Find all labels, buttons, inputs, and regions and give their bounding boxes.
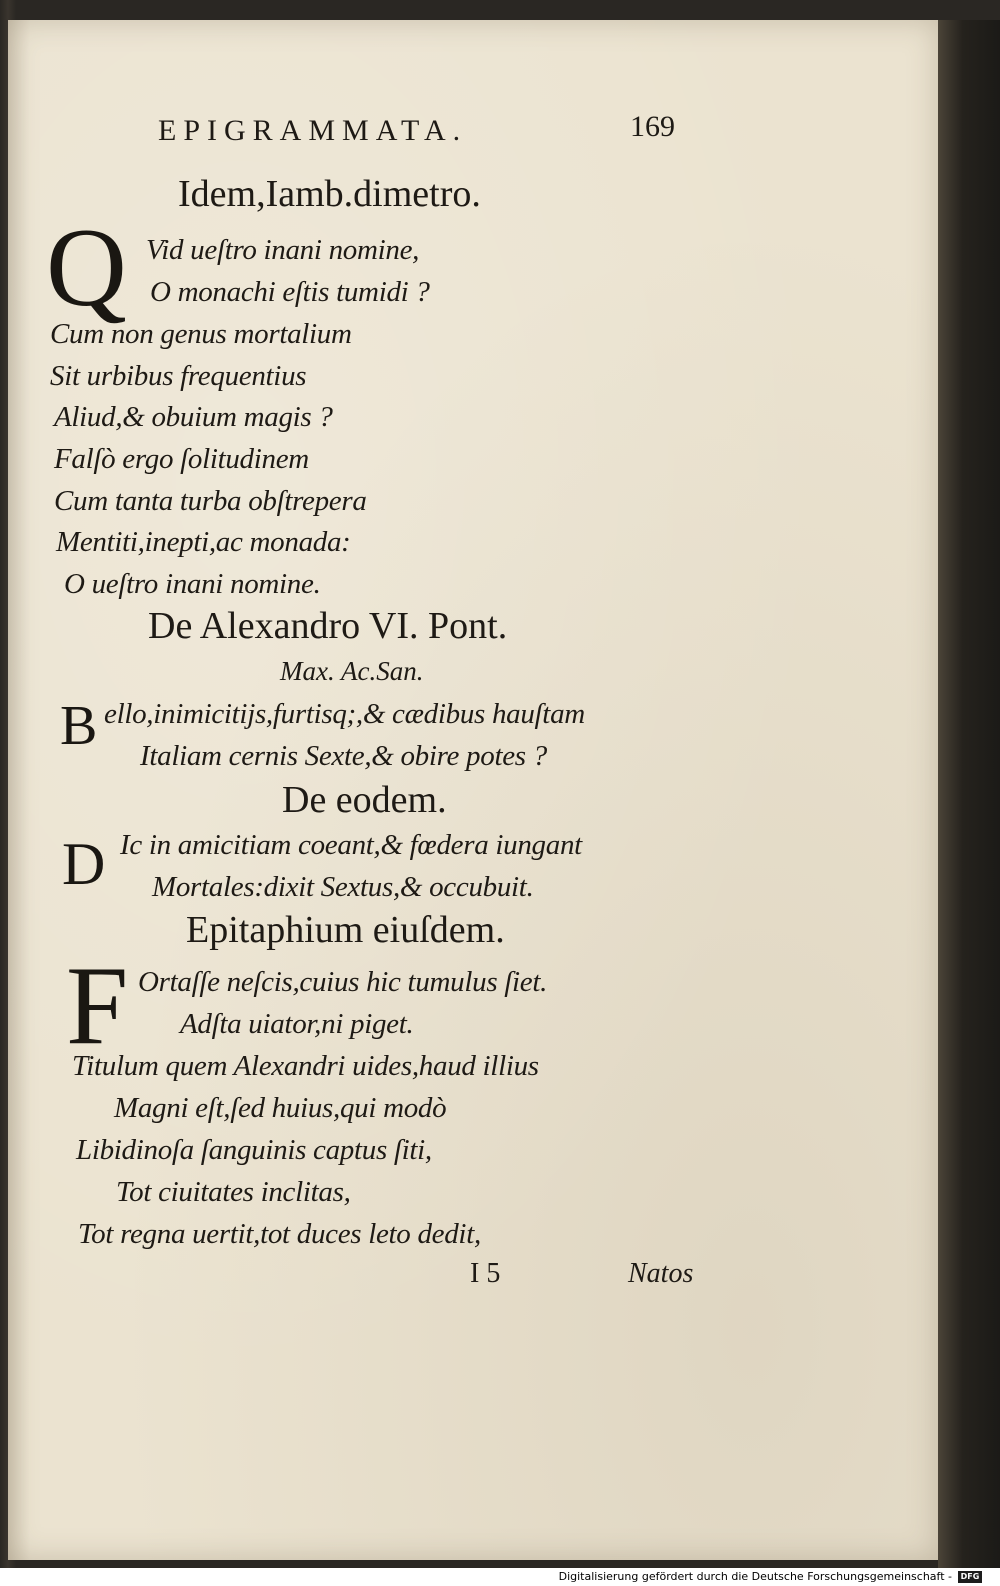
dfg-logo: DFG bbox=[958, 1571, 982, 1583]
section-title: De eodem. bbox=[282, 779, 447, 821]
section-title: Epitaphium eiuſdem. bbox=[186, 909, 505, 951]
verse-line: Libidinoſa ſanguinis captus ſiti, bbox=[76, 1134, 432, 1166]
verse-line: Falſò ergo ſolitudinem bbox=[54, 443, 309, 475]
verse-line: O monachi eſtis tumidi ? bbox=[150, 276, 430, 308]
verse-line: Tot regna uertit,tot duces leto dedit, bbox=[78, 1218, 481, 1250]
verse-line: Magni eſt,ſed huius,qui modò bbox=[114, 1092, 447, 1124]
page-edge-shadow bbox=[938, 20, 1000, 1568]
section-title: Idem,Iamb.dimetro. bbox=[178, 173, 481, 215]
catchword: Natos bbox=[628, 1258, 694, 1289]
verse-line: Sit urbibus frequentius bbox=[50, 360, 307, 392]
verse-line: Ortaſſe neſcis,cuius hic tumulus ſiet. bbox=[138, 966, 548, 998]
verse-line: Aliud,& obuium magis ? bbox=[54, 401, 333, 433]
verse-line: Ic in amicitiam coeant,& fœdera iungant bbox=[120, 829, 582, 861]
verse-line: Vid ueſtro inani nomine, bbox=[146, 234, 420, 266]
verse-line: Cum non genus mortalium bbox=[50, 318, 352, 350]
section-subtitle: Max. Ac.San. bbox=[280, 656, 424, 686]
verse-line: Italiam cernis Sexte,& obire potes ? bbox=[140, 740, 547, 772]
verse-line: Titulum quem Alexandri uides,haud illius bbox=[72, 1050, 539, 1082]
section-title: De Alexandro VI. Pont. bbox=[148, 605, 508, 647]
running-title: EPIGRAMMATA. bbox=[158, 114, 468, 147]
verse-line: Tot ciuitates inclitas, bbox=[116, 1176, 351, 1208]
digitization-credit: Digitalisierung gefördert durch die Deutsche Forschungsgemeinschaft - bbox=[558, 1570, 952, 1583]
drop-initial: D bbox=[62, 831, 106, 897]
page-number: 169 bbox=[630, 110, 675, 143]
verse-line: Mortales:dixit Sextus,& occubuit. bbox=[152, 871, 534, 903]
drop-initial: F bbox=[66, 944, 129, 1068]
verse-line: O ueſtro inani nomine. bbox=[64, 568, 321, 600]
verse-line: Adſta uiator,ni piget. bbox=[180, 1008, 414, 1040]
signature-mark: I 5 bbox=[470, 1258, 501, 1289]
drop-initial: Q bbox=[46, 206, 127, 330]
verse-line: ello,inimicitijs,furtisq;,& cædibus hauſtam bbox=[104, 698, 585, 730]
verse-line: Cum tanta turba obſtrepera bbox=[54, 485, 367, 517]
verse-line: Mentiti,inepti,ac monada: bbox=[56, 526, 351, 558]
drop-initial: B bbox=[60, 695, 98, 757]
